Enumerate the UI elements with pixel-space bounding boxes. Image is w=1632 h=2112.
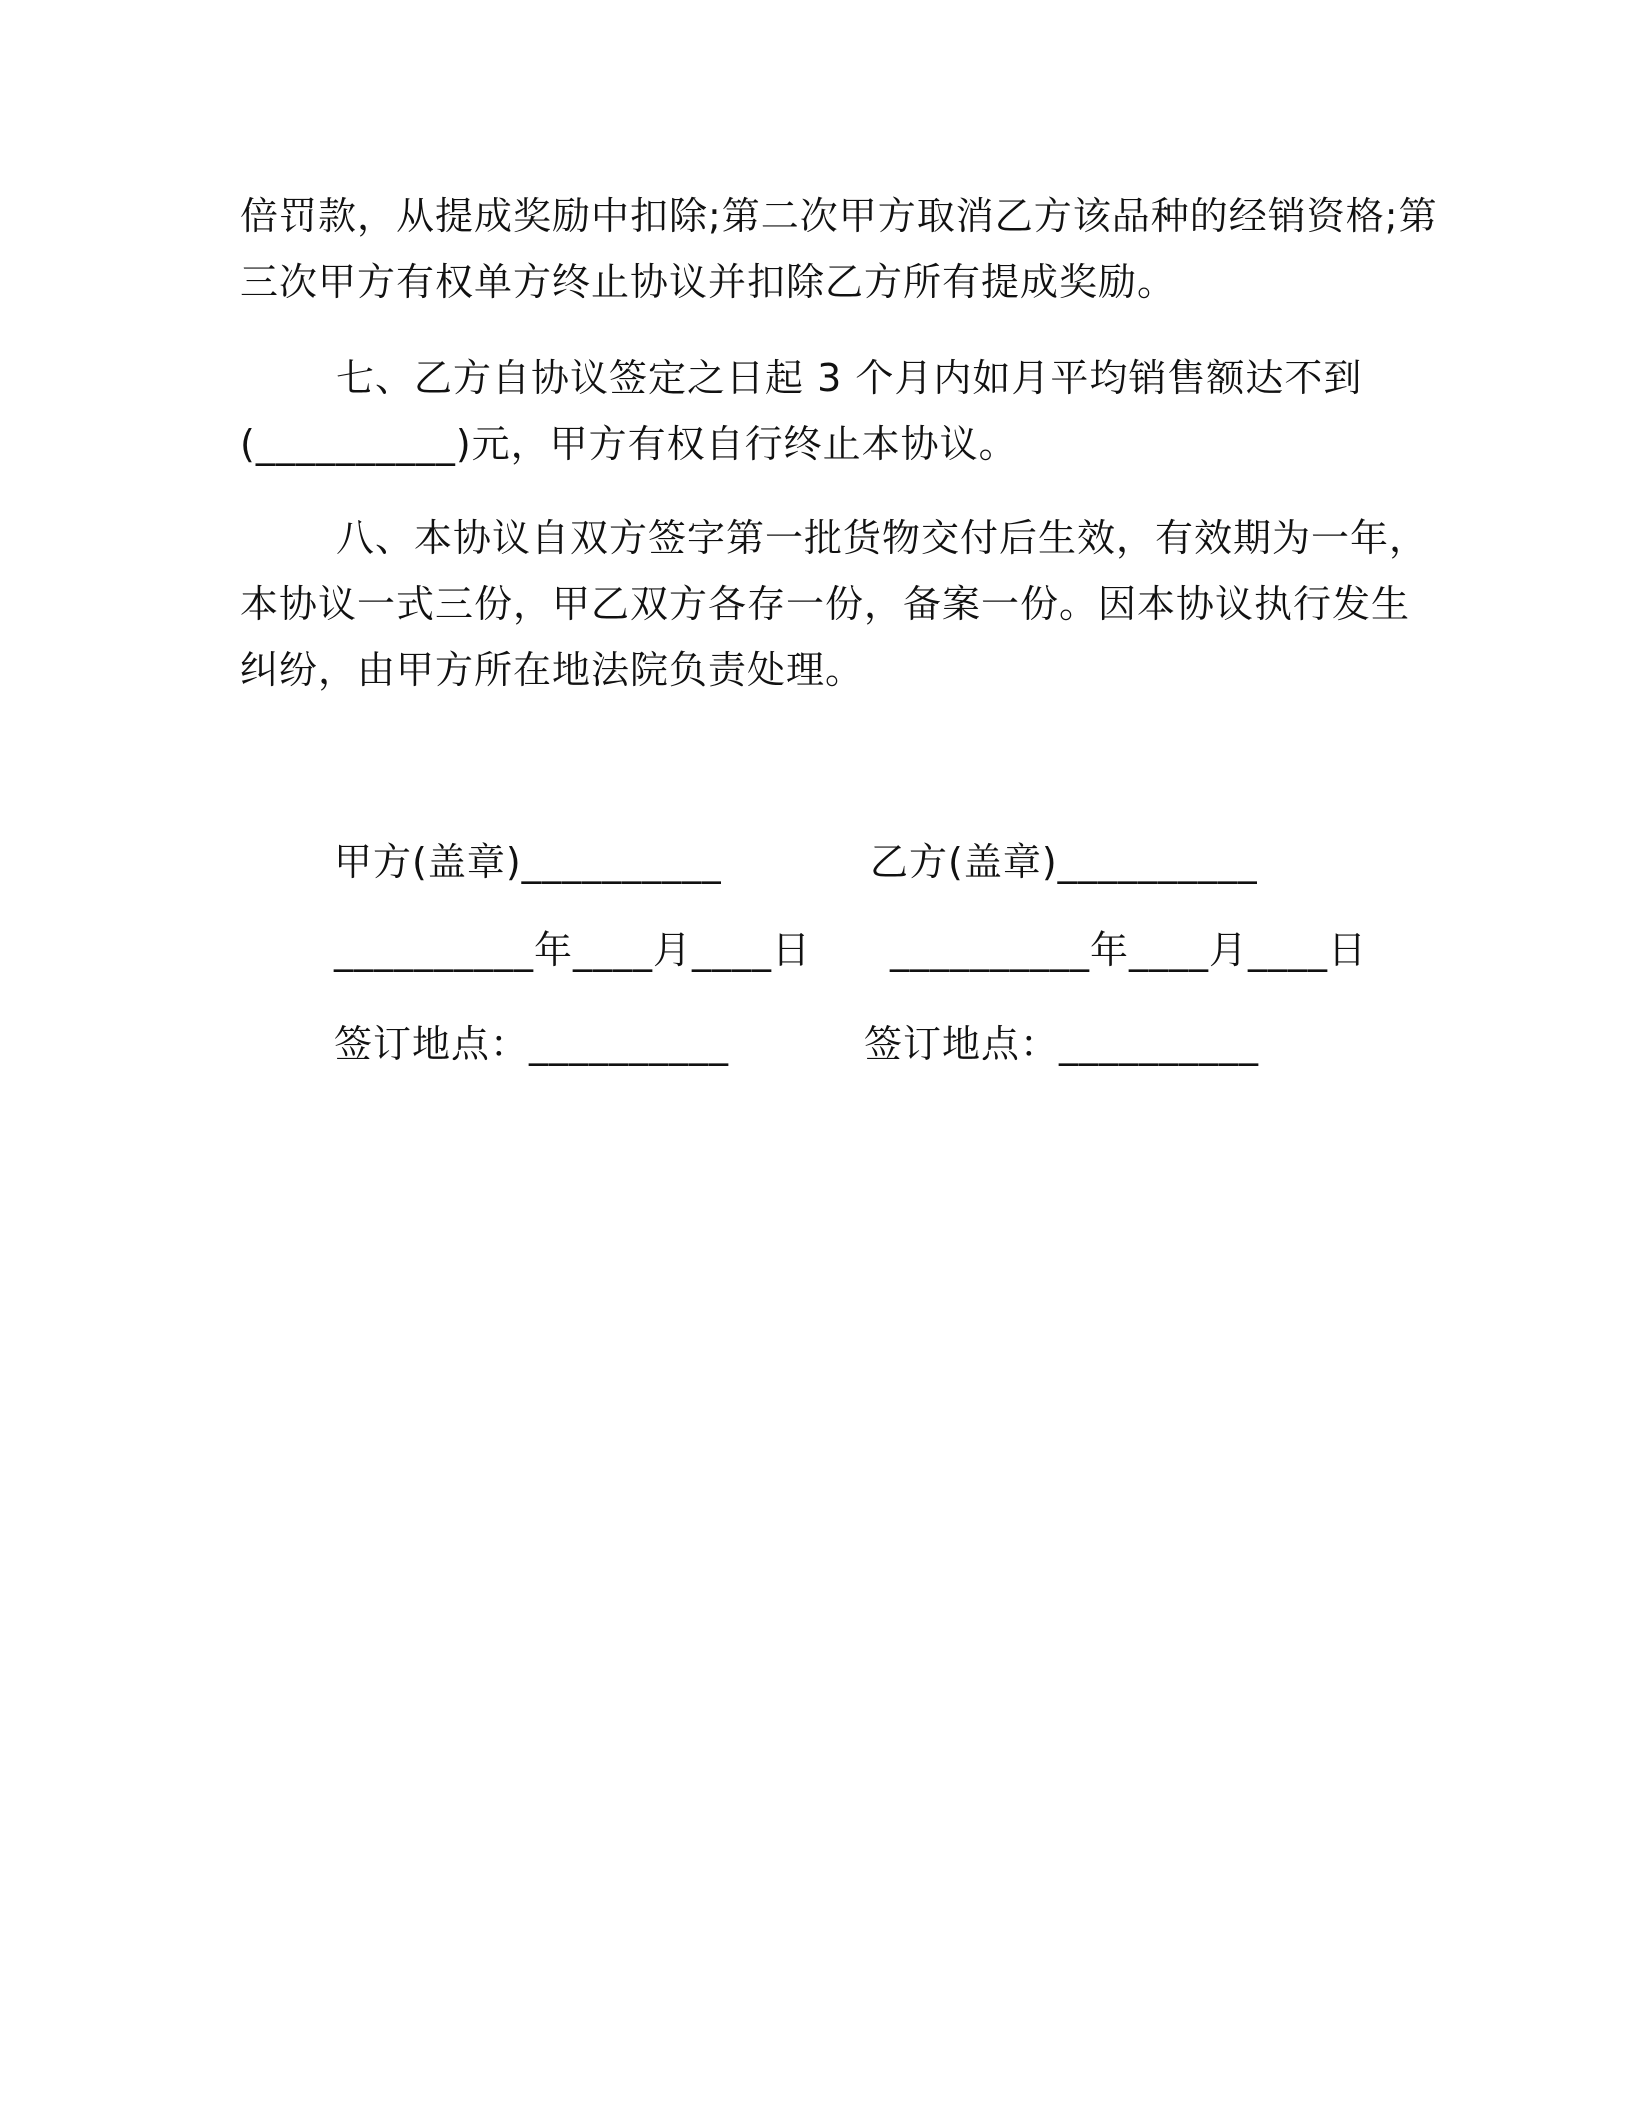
party-b-date: __________年____月____日	[890, 928, 1368, 972]
party-a-seal: 甲方(盖章)__________	[334, 840, 722, 884]
paragraph-8-line-2: 本协议一式三份，甲乙双方各存一份，备案一份。因本协议执行发生	[240, 582, 1411, 626]
paragraph-6-line-1: 倍罚款，从提成奖励中扣除;第二次甲方取消乙方该品种的经销资格;第	[240, 194, 1438, 238]
party-a-date: __________年____月____日	[334, 928, 812, 972]
party-a-place: 签订地点：__________	[334, 1022, 730, 1066]
paragraph-7-line-2: (__________)元，甲方有权自行终止本协议。	[240, 422, 1018, 466]
party-b-place: 签订地点：__________	[864, 1022, 1260, 1066]
paragraph-7-line-1: 七、乙方自协议签定之日起 3 个月内如月平均销售额达不到	[336, 356, 1363, 400]
paragraph-6-line-2: 三次甲方有权单方终止协议并扣除乙方所有提成奖励。	[240, 260, 1177, 304]
paragraph-8-line-3: 纠纷，由甲方所在地法院负责处理。	[240, 648, 865, 692]
party-b-seal: 乙方(盖章)__________	[870, 840, 1258, 884]
paragraph-8-line-1: 八、本协议自双方签字第一批货物交付后生效，有效期为一年，	[336, 516, 1429, 560]
